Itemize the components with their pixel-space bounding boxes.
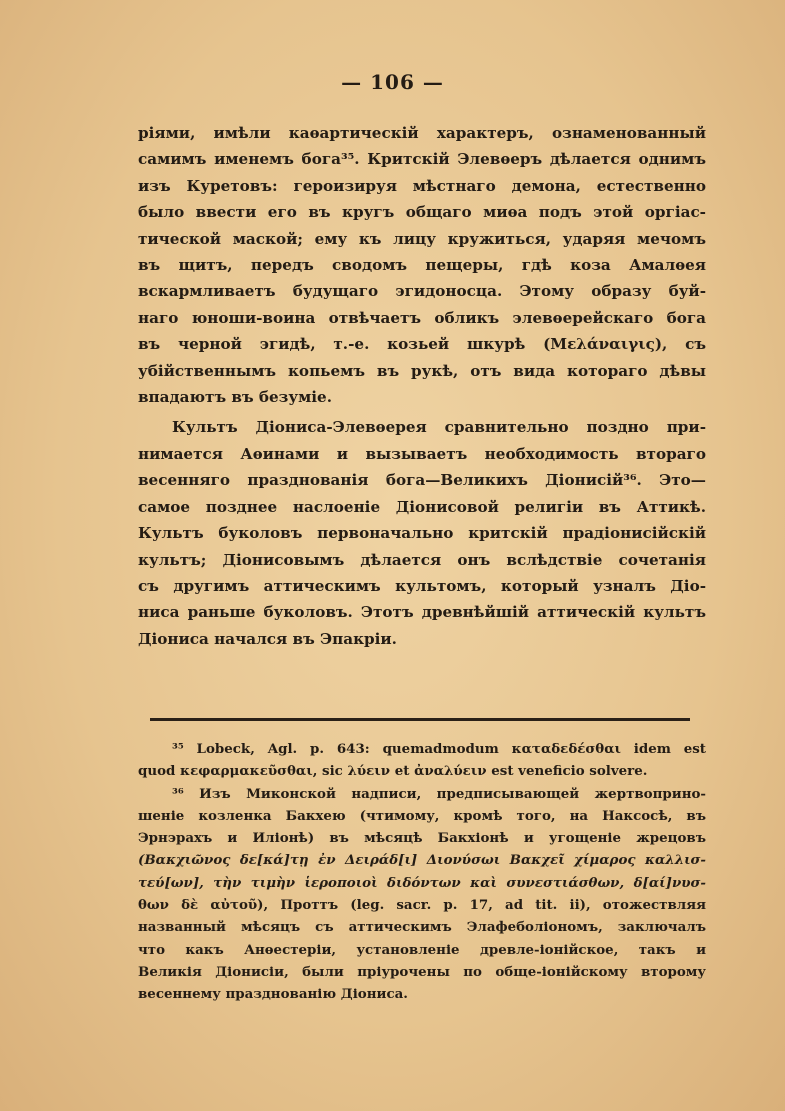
footnote-line: Великія Діонисіи, были пріурочены по обще-іонійскому второму — [138, 963, 706, 980]
text-line: въ щитъ, передъ сводомъ пещеры, гдѣ коза Амалѳея — [138, 256, 706, 275]
text-line: въ черной эгидѣ, т.-е. козьей шкурѣ (Μελάναιγις), съ — [138, 335, 706, 354]
text-line: убійственнымъ копьемъ въ рукѣ, отъ вида котораго дѣвы — [138, 361, 706, 380]
footnote-line: названный мѣсяцъ съ аттическимъ Элафеболіономъ, заключалъ — [138, 919, 706, 936]
text-line: самимъ именемъ бога³⁵. Критскій Элевѳеръ дѣлается однимъ — [138, 150, 706, 169]
text-line: впадаютъ въ безуміе. — [138, 388, 333, 407]
text-line: Культъ буколовъ первоначально критскій прадіонисійскій — [138, 524, 706, 543]
text-line: самое позднее наслоеніе Діонисовой религіи въ Аттикѣ. — [138, 497, 706, 516]
text-line: ниса раньше буколовъ. Этотъ древнѣйшій аттическій культъ — [138, 603, 706, 622]
footnote-line: Эрнэрахъ и Иліонѣ) въ мѣсяцѣ Бакхіонѣ и угощеніе жрецовъ — [138, 830, 706, 847]
page-number: — 106 — — [341, 70, 444, 94]
text-line: нимается Аѳинами и вызываетъ необходимость втораго — [138, 444, 706, 463]
footnote-36 — [138, 783, 706, 1006]
paragraph-1 — [138, 120, 706, 410]
footnote-line: (Βακχιῶνος δε[κά]τῃ ἐν Δειράδ[ι] Διονύσωι Βακχεῖ χίμαρος καλλισ- — [138, 852, 706, 869]
footnote-line: что какъ Анѳестеріи, установленіе древле-іонійское, такъ и — [138, 941, 706, 958]
footnote-line: весеннему празднованію Діониса. — [138, 986, 408, 1003]
text-line: было ввести его въ кругъ общаго миѳа подъ этой оргіас- — [138, 203, 706, 222]
footnote-line: ³⁶ Изъ Миконской надписи, предписывающей жертвоприно- — [172, 785, 706, 802]
text-line: весенняго празднованія бога—Великихъ Діонисій³⁶. Это— — [138, 471, 706, 490]
footnote-line: τεύ[ων], τὴν τιμὴν ἱεροποιοὶ διδόντων καὶ συνεστιάσθων, δ[αί]νυσ- — [138, 874, 706, 891]
text-line: тической маской; ему къ лицу кружиться, ударяя мечомъ — [138, 229, 706, 248]
footnote-line: quod κεφαρμακεῦσθαι, sic λύειν et ἀναλύειν est veneficio solvere. — [138, 763, 648, 780]
text-line: ріями, имѣли каѳартическій характеръ, ознаменованный — [138, 124, 706, 142]
footnote-line: θων δὲ αὐτοῦ), Проттъ (leg. sacr. p. 17, ad tit. ii), отожествляя — [138, 897, 706, 914]
text-line: Діониса начался въ Эпакріи. — [138, 629, 397, 648]
footnote-line: ³⁵ Lobeck, Agl. p. 643: quemadmodum καταδεδέσθαι idem est — [172, 741, 706, 757]
text-line: культъ; Діонисовымъ дѣлается онъ вслѣдствіе сочетанія — [138, 550, 706, 569]
text-line: Культъ Діониса-Элевѳерея сравнительно поздно при- — [172, 418, 706, 437]
footnote-line: шеніе козленка Бакхею (чтимому, кромѣ того, на Наксосѣ, въ — [138, 807, 706, 824]
text-line: наго юноши-воина отвѣчаетъ обликъ элевѳерейскаго бога — [138, 308, 706, 327]
text-line: изъ Куретовъ: героизируя мѣстнаго демона, естественно — [138, 176, 706, 195]
footnote-divider — [150, 718, 690, 721]
footnote-35 — [138, 738, 706, 783]
text-line: съ другимъ аттическимъ культомъ, который узналъ Діо- — [138, 576, 706, 595]
paragraph-2 — [138, 414, 706, 652]
footnotes — [138, 738, 706, 1006]
text-line: вскармливаетъ будущаго эгидоносца. Этому образу буй- — [138, 282, 706, 301]
main-text — [138, 120, 706, 652]
